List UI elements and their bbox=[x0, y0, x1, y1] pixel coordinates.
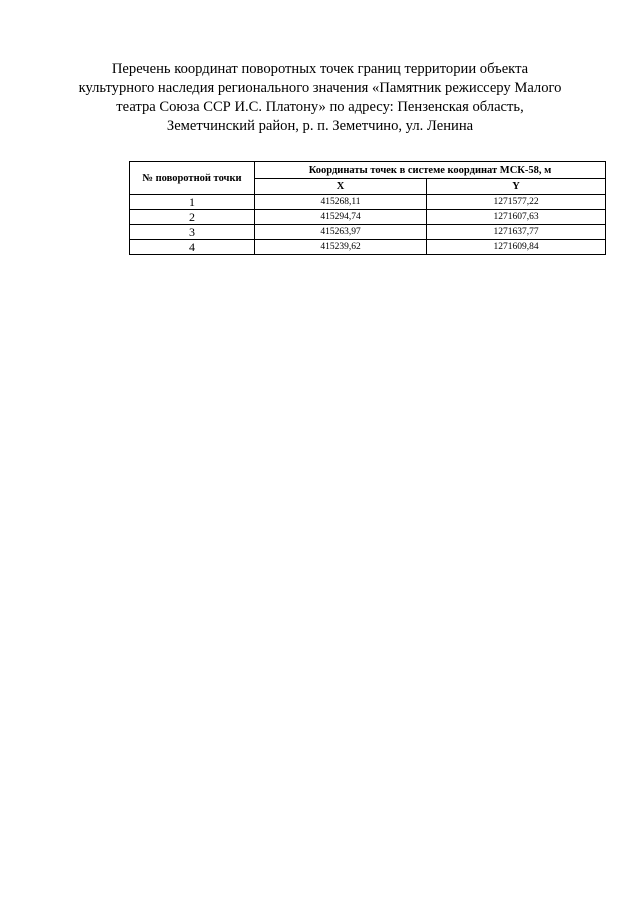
coordinate-x: 415239,62 bbox=[255, 240, 427, 255]
point-number: 3 bbox=[130, 225, 255, 240]
header-y: Y bbox=[427, 179, 606, 195]
title-line-3: театра Союза ССР И.С. Платону» по адресу: Пензенская область, bbox=[116, 99, 524, 115]
table-row bbox=[130, 225, 606, 240]
header-x: X bbox=[255, 179, 427, 195]
title-line-4: Земетчинский район, р. п. Земетчино, ул. Ленина bbox=[166, 118, 474, 134]
table-row bbox=[130, 195, 606, 210]
coordinate-y: 1271607,63 bbox=[427, 210, 606, 225]
point-number: 4 bbox=[130, 240, 255, 255]
header-coordinates: Координаты точек в системе координат МСК-58, м bbox=[255, 162, 606, 179]
table-header-row bbox=[130, 162, 606, 179]
title-line-1: Перечень координат поворотных точек границ территории объекта bbox=[111, 61, 529, 77]
coordinate-x: 415268,11 bbox=[255, 195, 427, 210]
document-title bbox=[70, 60, 570, 136]
coordinates-table bbox=[129, 161, 606, 255]
header-point-number: № поворотной точки bbox=[130, 162, 255, 195]
table-row bbox=[130, 240, 606, 255]
title-line-2: культурного наследия регионального значения «Памятник режиссеру Малого bbox=[78, 80, 562, 96]
coordinate-y: 1271609,84 bbox=[427, 240, 606, 255]
coordinate-y: 1271577,22 bbox=[427, 195, 606, 210]
point-number: 2 bbox=[130, 210, 255, 225]
coordinate-x: 415263,97 bbox=[255, 225, 427, 240]
point-number: 1 bbox=[130, 195, 255, 210]
coordinate-x: 415294,74 bbox=[255, 210, 427, 225]
coordinate-y: 1271637,77 bbox=[427, 225, 606, 240]
table-row bbox=[130, 210, 606, 225]
